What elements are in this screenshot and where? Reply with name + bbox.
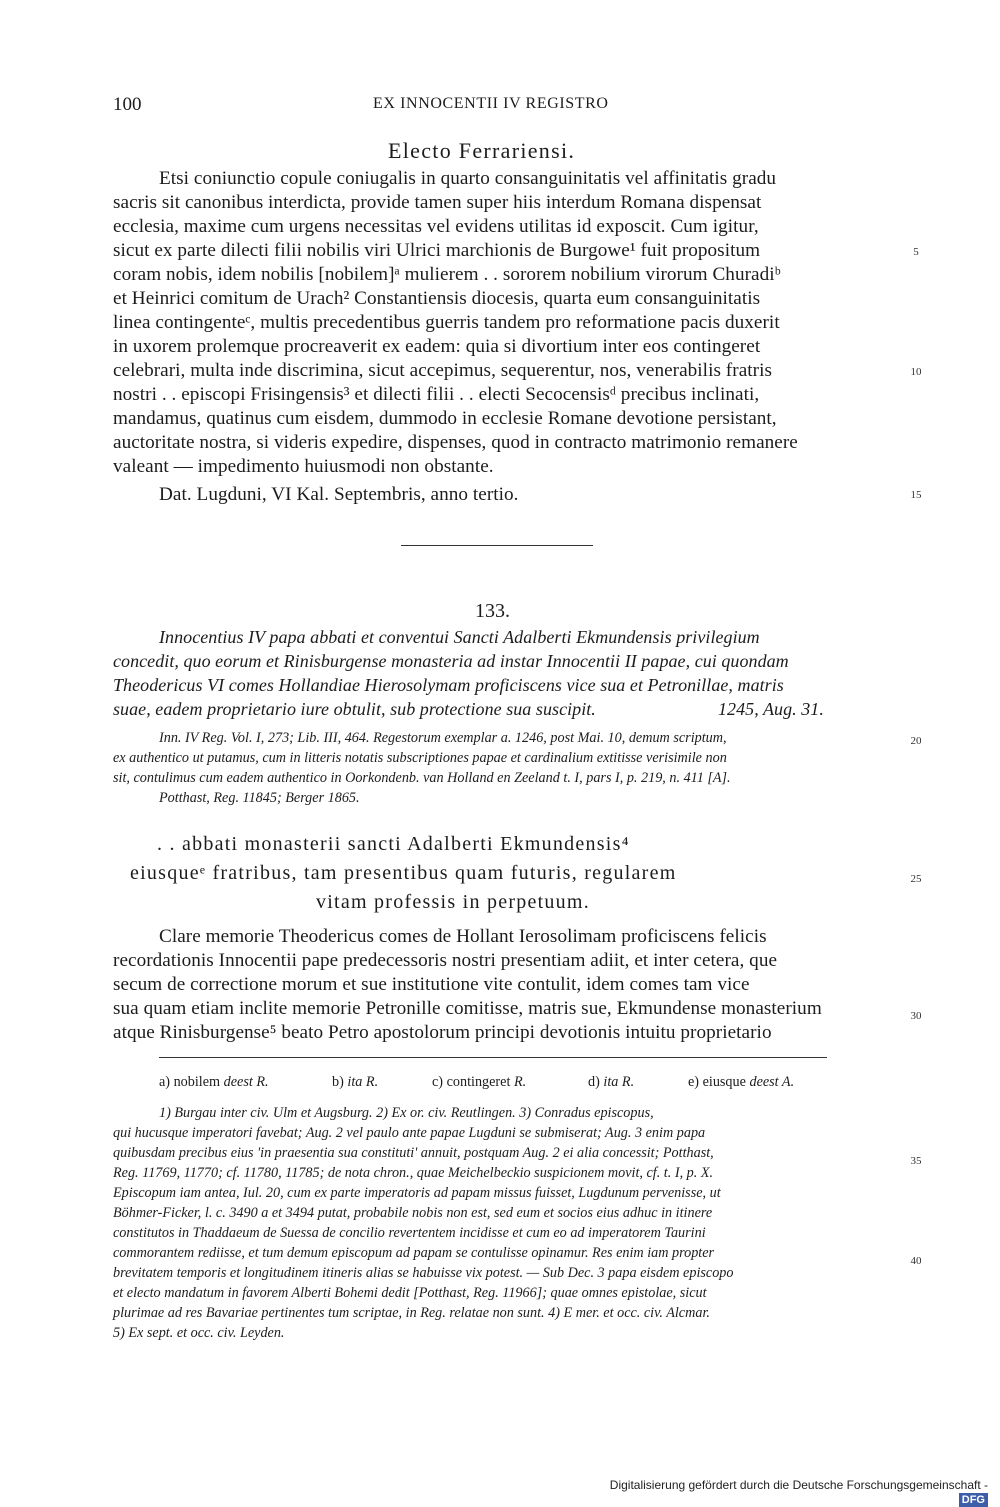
address-line: eiusqueᵉ fratribus, tam presentibus quam futuris, regularem [130,862,677,884]
margin-line-number: 5 [913,246,919,258]
footnote-line: commorantem rediisse, et tum demum episcopum ad papam se contulisse opinamur. Res enim iam propter [113,1245,715,1261]
margin-line-number: 40 [910,1255,922,1267]
apparatus-note: ita R. [603,1074,635,1090]
footnote-line: Reg. 11769, 11770; cf. 11780, 11785; de nota chron., quae Meichelbeckio suspicionem movit, cf. t. I, p. X. [113,1165,714,1181]
text-line: recordationis Innocentii pape predecessoris nostri presentiam adiit, et inter cetera, que [113,950,778,971]
margin-line-number: 25 [910,873,922,885]
footnote-line: 5) Ex sept. et occ. civ. Leyden. [113,1325,285,1341]
source-note-line: Potthast, Reg. 11845; Berger 1865. [159,790,360,806]
apparatus-note: deest A. [749,1074,795,1090]
text-line: nostri . . episcopi Frisingensis³ et dilecti filii . . electi Secocensisᵈ precibus inclinati, [113,384,760,405]
apparatus-note: R. [513,1074,527,1090]
apparatus-mark: b) [332,1074,344,1090]
summary-date: 1245, Aug. 31. [718,699,824,719]
dating-clause: Dat. Lugduni, VI Kal. Septembris, anno tertio. [159,484,519,505]
text-line: atque Rinisburgense⁵ beato Petro apostolorum principi devotionis intuitu proprietario [113,1022,772,1043]
funding-credit [608,1478,988,1506]
summary-line: Innocentius IV papa abbati et conventui Sancti Adalberti Ekmundensis privilegium [159,627,760,647]
apparatus-lemma: contingeret [446,1074,511,1090]
margin-line-number: 10 [910,366,922,378]
letter-heading: Electo Ferrariensi. [388,138,576,163]
dfg-logo: DFG [959,1493,988,1507]
section-divider [401,545,593,546]
apparatus-entry [588,1074,634,1091]
footnote-line: qui hucusque imperatori favebat; Aug. 2 vel paulo ante papae Lugduni se submiserat; Aug. 3 enim papa [113,1125,706,1141]
source-note-line: ex authentico ut putamus, cum in litteris notatis subscriptiones papae et cardinalium extitisse verisimile non [113,750,727,766]
apparatus-mark: d) [588,1074,600,1090]
text-line: mandamus, quatinus cum eisdem, dummodo in ecclesie Romane devotione persistant, [113,408,777,429]
footnote-line: et electo mandatum in favorem Alberti Bohemi dedit [Potthast, Reg. 11966]; quae omnes epistolae, sicut [113,1285,707,1301]
text-line: sua quam etiam inclite memorie Petronille comitisse, matris sue, Ekmundense monasterium [113,998,822,1019]
text-line: Etsi coniunctio copule coniugalis in quarto consanguinitatis vel affinitatis gradu [159,168,777,189]
summary-line: suae, eadem proprietario iure obtulit, sub protectione sua suscipit. [113,699,596,719]
summary-line: Theodericus VI comes Hollandiae Hierosolymam proficiscens vice sua et Petronillae, matris [113,675,784,695]
apparatus-mark: c) [432,1074,444,1090]
text-line: ecclesia, maxime cum urgens necessitas vel evidens utilitas id exposcit. Cum igitur, [113,216,759,237]
apparatus-lemma: eiusque [702,1074,746,1090]
margin-line-number: 20 [910,735,922,747]
text-line: secum de correctione morum et sue institutione vite contulit, idem comes tam vice [113,974,750,995]
page-number: 100 [113,94,142,115]
footnote-line: constitutos in Thaddaeum de Suessa de concilio revertentem incidisse et cum eo ad imperatorem Taurini [113,1225,706,1241]
margin-line-number: 30 [910,1010,922,1022]
address-line: vitam professis in perpetuum. [316,891,590,913]
document-number: 133. [475,600,510,622]
summary-line: concedit, quo eorum et Rinisburgense monasteria ad instar Innocentii II papae, cui quondam [113,651,789,671]
footnote-line: brevitatem temporis et longitudinem itineris alias se habuisse vix potest. — Sub Dec. 3 papa eisdem episcopo [113,1265,734,1281]
apparatus-lemma: nobilem [173,1074,221,1090]
text-line: sacris sit canonibus interdicta, provide tamen super hiis interdum Romana dispensat [113,192,762,213]
margin-line-number: 15 [910,489,922,501]
text-line: coram nobis, idem nobilis [nobilem]ᵃ mulierem . . sororem nobilium virorum Churadiᵇ [113,264,781,285]
address-line: . . abbati monasterii sancti Adalberti Ekmundensis⁴ [157,833,630,855]
footnote-line: 1) Burgau inter civ. Ulm et Augsburg. 2) Ex or. civ. Reutlingen. 3) Conradus episcopus, [159,1105,654,1121]
footnote-line: Episcopum iam antea, Iul. 20, cum ex parte imperatoris ad papam missus fuisset, Lugdunum pervenisse, ut [113,1185,721,1201]
apparatus-rule [159,1057,827,1058]
source-note-line: Inn. IV Reg. Vol. I, 273; Lib. III, 464. Regestorum exemplar a. 1246, post Mai. 10, demum scriptum, [159,730,727,746]
text-line: sicut ex parte dilecti filii nobilis viri Ulrici marchionis de Burgowe¹ fuit propositum [113,240,761,261]
apparatus-mark: e) [688,1074,700,1090]
footnote-line: quibusdam precibus eius 'in praesentia sua constituti' annuit, postquam Aug. 2 ei alia concessit; Potthast, [113,1145,714,1161]
running-title: EX INNOCENTII IV REGISTRO [373,95,609,112]
text-line: celebrari, multa inde discrimina, sicut accepimus, sequerentur, nos, venerabilis fratris [113,360,772,381]
apparatus-entry [159,1074,269,1091]
apparatus-entry [688,1074,794,1091]
text-line: valeant — impedimento huiusmodi non obstante. [113,456,494,477]
text-line: linea contingenteᶜ, multis precedentibus guerris tandem pro reformatione pacis duxerit [113,312,780,333]
apparatus-entry [332,1074,378,1091]
text-line: Clare memorie Theodericus comes de Hollant Ierosolimam proficiscens felicis [159,926,767,947]
footnote-line: plurimae ad res Bavariae pertinentes tum scriptae, in Reg. relatae non sunt. 4) E mer. et occ. civ. Alcmar. [113,1305,710,1321]
text-line: in uxorem prolemque procreaverit ex eadem: quia si divortium inter eos contingeret [113,336,761,357]
apparatus-note: ita R. [347,1074,379,1090]
text-line: auctoritate nostra, si videris expedire, dispenses, quod in contracto matrimonio remanere [113,432,798,453]
apparatus-entry [432,1074,526,1091]
margin-line-number: 35 [910,1155,922,1167]
footnote-line: Böhmer-Ficker, l. c. 3490 a et 3494 putat, probabile nobis non est, sed eum et socios eius adhuc in itinere [113,1205,713,1221]
apparatus-mark: a) [159,1074,171,1090]
funding-credit-text: Digitalisierung gefördert durch die Deutsche Forschungsgemeinschaft - [609,1478,988,1492]
source-note-line: sit, contulimus cum eadem authentico in Oorkondenb. van Holland en Zeeland t. I, pars I, p. 219, n. 411 [A]. [113,770,731,786]
text-line: et Heinrici comitum de Urach² Constantiensis diocesis, quarta eum consanguinitatis [113,288,761,309]
apparatus-note: deest R. [223,1074,269,1090]
